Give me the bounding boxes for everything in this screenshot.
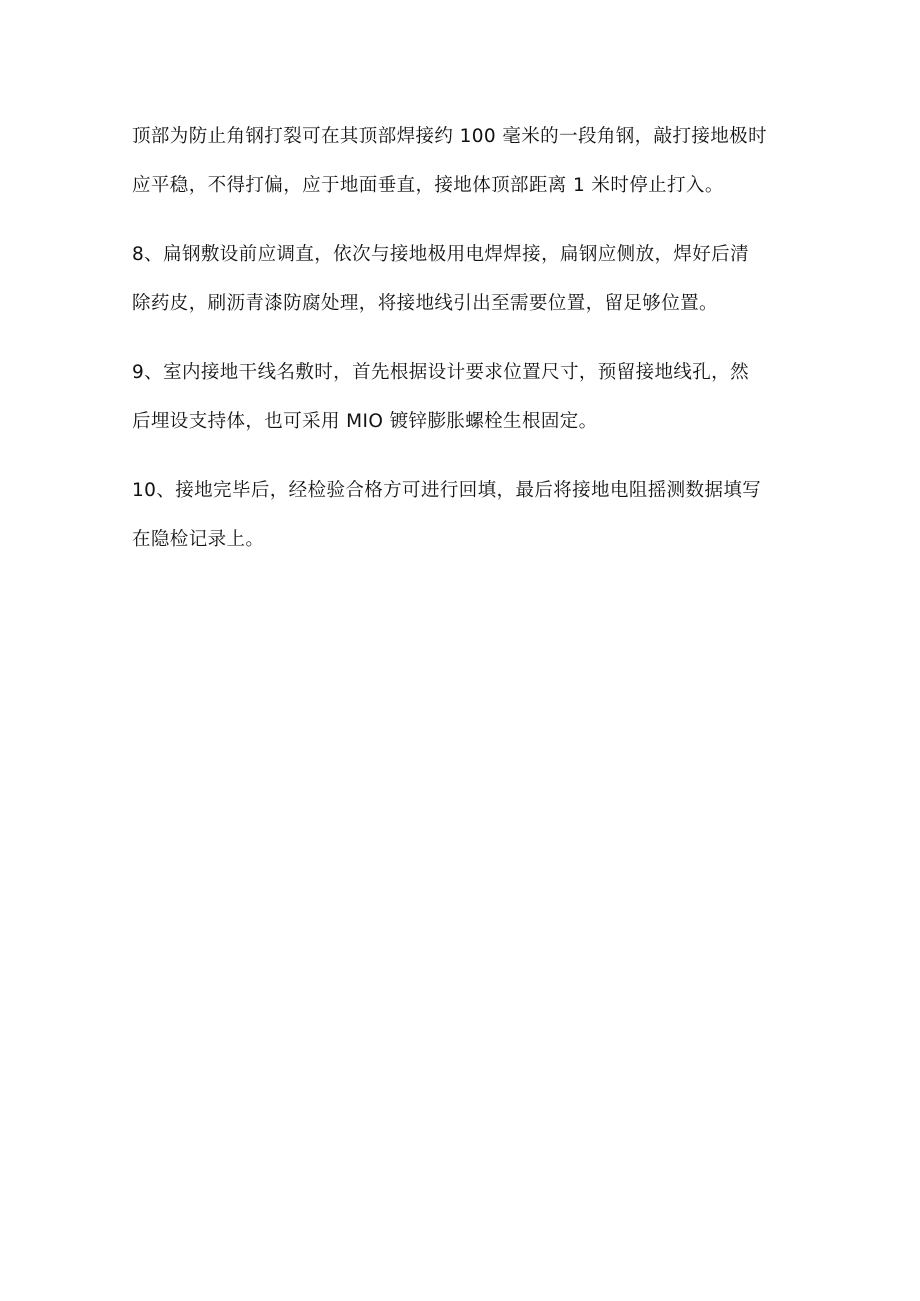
paragraph-item-9-indoor-trunk — [132, 348, 797, 446]
document-body — [132, 112, 797, 584]
paragraph-line: 顶部为防止角钢打裂可在其顶部焊接约 100 毫米的一段角钢，敲打接地极时 — [132, 126, 767, 147]
paragraph-line: 在隐检记录上。 — [132, 529, 265, 550]
paragraph-line: 8、扁钢敷设前应调直，依次与接地极用电焊焊接，扁钢应侧放，焊好后清 — [132, 244, 749, 265]
paragraph-item-10-backfill — [132, 466, 797, 564]
paragraph-line: 应平稳，不得打偏，应于地面垂直，接地体顶部距离 1 米时停止打入。 — [132, 175, 724, 196]
paragraph-line: 除药皮，刷沥青漆防腐处理，将接地线引出至需要位置，留足够位置。 — [132, 293, 718, 314]
paragraph-line: 后埋设支持体，也可采用 MIO 镀锌膨胀螺栓生根固定。 — [132, 411, 598, 432]
paragraph-item-8-flat-steel — [132, 230, 797, 328]
paragraph-line: 9、室内接地干线名敷时，首先根据设计要求位置尺寸，预留接地线孔，然 — [132, 362, 749, 383]
paragraph-line: 10、接地完毕后，经检验合格方可进行回填，最后将接地电阻摇测数据填写 — [132, 480, 762, 501]
paragraph-grounding-rod-driving — [132, 112, 797, 210]
